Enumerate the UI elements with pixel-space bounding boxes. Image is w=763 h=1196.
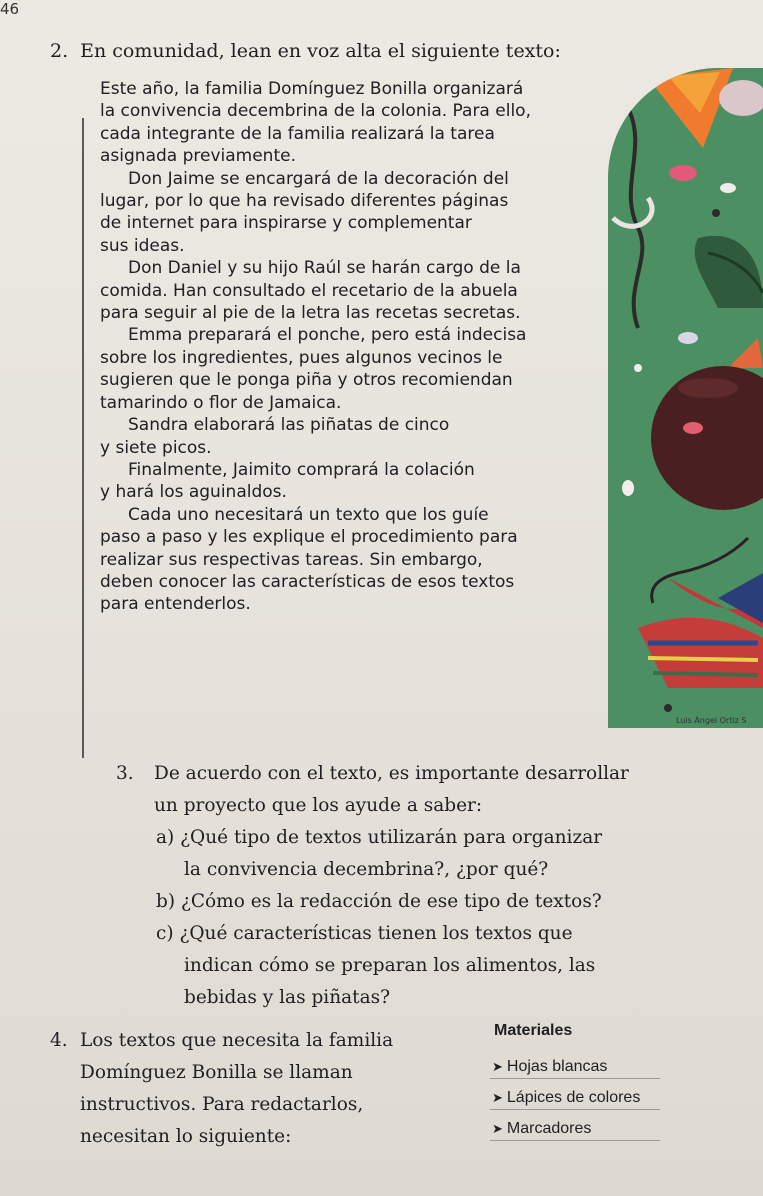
story-line: realizar sus respectivas tareas. Sin embargo, [100,549,483,570]
material-item-label: Marcadores [506,1120,592,1137]
material-item-label: Lápices de colores [506,1089,641,1106]
story-line: y siete picos. [100,437,212,458]
story-line: sugieren que le ponga piña y otros recomiendan [100,370,513,391]
story-line: y hará los aguinaldos. [100,482,287,503]
festive-illustration [608,68,763,728]
subquestion-line: la convivencia decembrina?, ¿por qué? [184,859,549,880]
story-margin-line [82,118,84,758]
question-3-line-2: un proyecto que los ayude a saber: [154,795,483,816]
question-3-subquestions [116,822,756,1014]
story-line: sus ideas. [100,235,185,256]
question-3-line-1: De acuerdo con el texto, es importante desarrollar [154,763,629,784]
material-item [490,1054,660,1079]
story-line: Emma preparará el ponche, pero está indecisa [128,325,527,346]
story-line: Cada uno necesitará un texto que los guíe [128,504,489,525]
subquestion-line: b) ¿Cómo es la redacción de ese tipo de textos? [156,891,602,912]
story-line: paso a paso y les explique el procedimiento para [100,527,518,548]
materials-box [490,1022,660,1147]
question-4-number: 4. [50,1030,68,1051]
story-line: de internet para inspirarse y complementar [100,213,472,234]
subquestion-c [156,918,756,1014]
question-4-line-2: Domínguez Bonilla se llaman [80,1062,353,1083]
story-line: tamarindo o flor de Jamaica. [100,392,342,413]
story-line: Don Jaime se encargará de la decoración del [128,168,509,189]
subquestion-line: c) ¿Qué características tienen los textos que [156,923,573,944]
story-line: para seguir al pie de la letra las recetas secretas. [100,303,521,324]
story-line: la convivencia decembrina de la colonia. Para ello, [100,101,531,122]
question-4-line-1: Los textos que necesita la familia [80,1030,394,1051]
material-item [490,1116,660,1141]
subquestion-line: indican cómo se preparan los alimentos, las [184,955,596,976]
story-line: deben conocer las características de esos textos [100,571,515,592]
question-2-text: En comunidad, lean en voz alta el siguiente texto: [80,40,561,62]
story-line: cada integrante de la familia realizará la tarea [100,123,495,144]
arrow-bullet-icon: ➤ [492,1059,503,1074]
arrow-bullet-icon: ➤ [492,1121,503,1136]
subquestion-line: a) ¿Qué tipo de textos utilizarán para organizar [156,827,603,848]
story-line: comida. Han consultado el recetario de la abuela [100,280,518,301]
question-3-number: 3. [116,763,134,784]
story-line: Sandra elaborará las piñatas de cinco [128,415,450,436]
story-line: Don Daniel y su hijo Raúl se harán cargo de la [128,258,521,279]
question-2 [50,40,561,62]
story-line: para entenderlos. [100,594,251,615]
story-text [100,78,615,616]
subquestion-b [156,886,756,918]
question-2-number: 2. [50,40,69,62]
illustration-credit: Luis Ángel Ortiz S [676,716,747,725]
subquestion-line: bebidas y las piñatas? [184,987,391,1008]
question-4-line-4: necesitan lo siguiente: [80,1126,292,1147]
arrow-bullet-icon: ➤ [492,1090,503,1105]
material-item [490,1085,660,1110]
materials-list [490,1054,660,1141]
material-item-label: Hojas blancas [506,1058,608,1075]
question-3 [116,758,756,1014]
story-line: lugar, por lo que ha revisado diferentes páginas [100,191,509,212]
materials-title: Materiales [494,1022,573,1039]
story-line: Finalmente, Jaimito comprará la colación [128,459,475,480]
question-4 [50,1025,470,1153]
story-line: Este año, la familia Domínguez Bonilla organizará [100,79,524,99]
story-line: asignada previamente. [100,146,296,167]
page-number: 46 [0,0,20,18]
story-line: sobre los ingredientes, pues algunos vecinos le [100,347,503,368]
illustration-panel [608,68,763,728]
subquestion-a [156,822,756,886]
question-4-line-3: instructivos. Para redactarlos, [80,1094,364,1115]
